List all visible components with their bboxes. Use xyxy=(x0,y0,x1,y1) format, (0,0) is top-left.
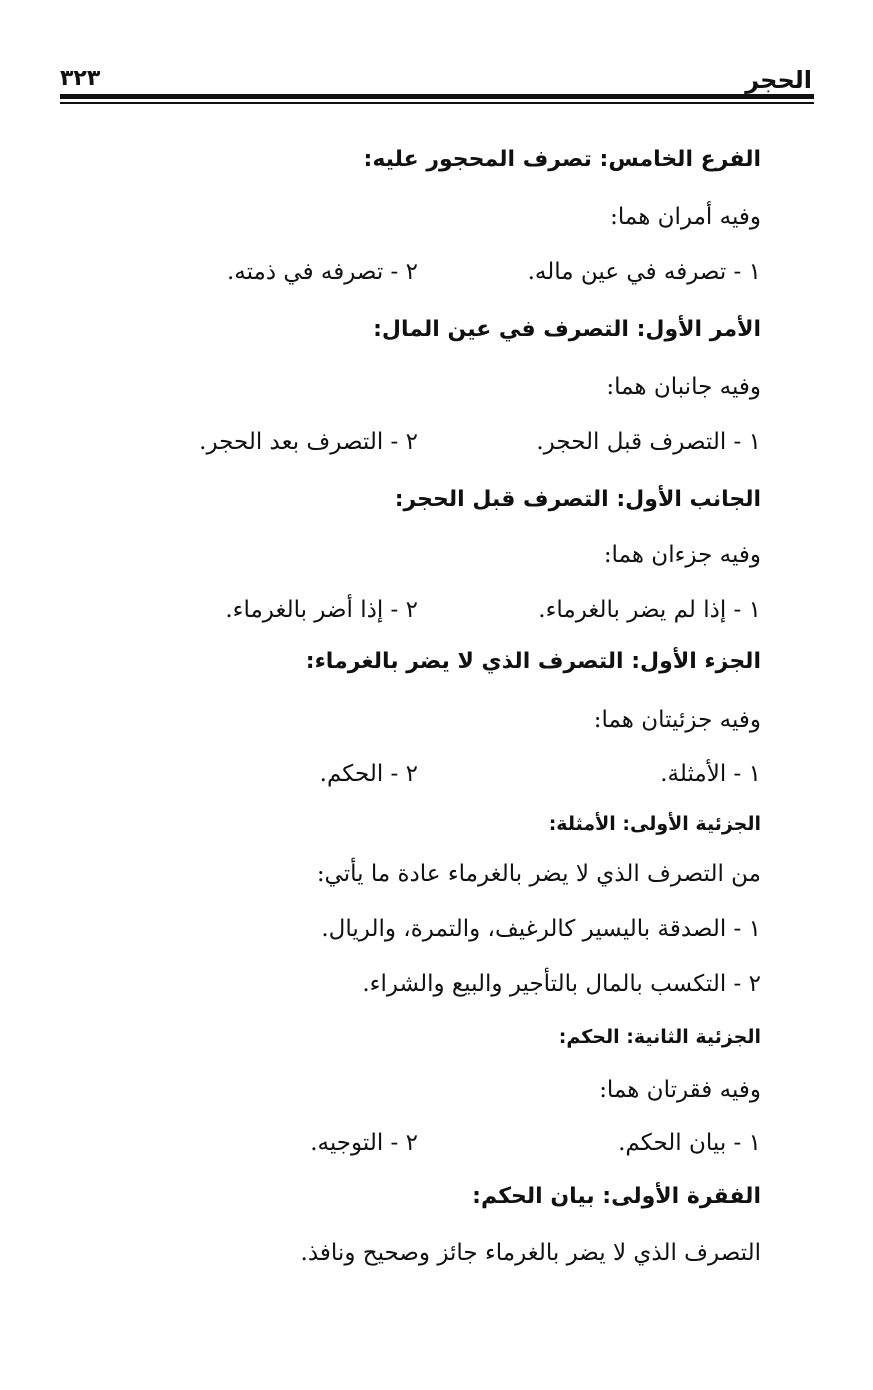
list-item: ١ - إذا لم يضر بالغرماء. xyxy=(538,597,761,623)
list-item: ١ - الأمثلة. xyxy=(660,761,761,787)
list-item: ١ - التصرف قبل الحجر. xyxy=(536,429,761,455)
heading-branch-five: الفرع الخامس: تصرف المحجور عليه: xyxy=(363,147,761,172)
examples-intro: من التصرف الذي لا يضر بالغرماء عادة ما يأتي: xyxy=(316,861,761,887)
heading-part-one: الجزء الأول: التصرف الذي لا يضر بالغرماء: xyxy=(305,649,761,674)
example-item: ٢ - التكسب بالمال بالتأجير والبيع والشراء. xyxy=(362,971,761,997)
list-item: ١ - بيان الحكم. xyxy=(618,1130,761,1156)
list-item: ٢ - تصرفه في ذمته. xyxy=(226,259,418,285)
page-header xyxy=(60,58,812,98)
intro-two-subparts: وفيه جزئيتان هما: xyxy=(593,707,761,733)
list-item: ٢ - الحكم. xyxy=(319,761,418,787)
intro-two-parts: وفيه جزءان هما: xyxy=(603,542,761,568)
header-rule-thin xyxy=(60,102,814,104)
header-rule-thick xyxy=(60,94,814,99)
page-number: ٣٢٣ xyxy=(60,66,101,91)
intro-two-matters: وفيه أمران هما: xyxy=(610,204,761,230)
intro-two-paragraphs: وفيه فقرتان هما: xyxy=(599,1077,761,1103)
heading-subpart-one: الجزئية الأولى: الأمثلة: xyxy=(548,813,761,835)
ruling-text: التصرف الذي لا يضر بالغرماء جائز وصحيح ونافذ. xyxy=(300,1240,761,1266)
list-item: ١ - تصرفه في عين ماله. xyxy=(527,259,761,285)
example-item: ١ - الصدقة باليسير كالرغيف، والتمرة، والريال. xyxy=(321,916,761,942)
list-item: ٢ - إذا أضر بالغرماء. xyxy=(225,597,418,623)
heading-matter-one: الأمر الأول: التصرف في عين المال: xyxy=(373,317,761,342)
list-item: ٢ - التصرف بعد الحجر. xyxy=(199,429,418,455)
list-item: ٢ - التوجيه. xyxy=(310,1130,418,1156)
running-title: الحجر xyxy=(745,66,812,94)
heading-paragraph-one: الفقرة الأولى: بيان الحكم: xyxy=(472,1184,761,1209)
heading-subpart-two: الجزئية الثانية: الحكم: xyxy=(558,1026,761,1048)
heading-side-one: الجانب الأول: التصرف قبل الحجر: xyxy=(394,487,761,512)
intro-two-sides: وفيه جانبان هما: xyxy=(606,374,761,400)
